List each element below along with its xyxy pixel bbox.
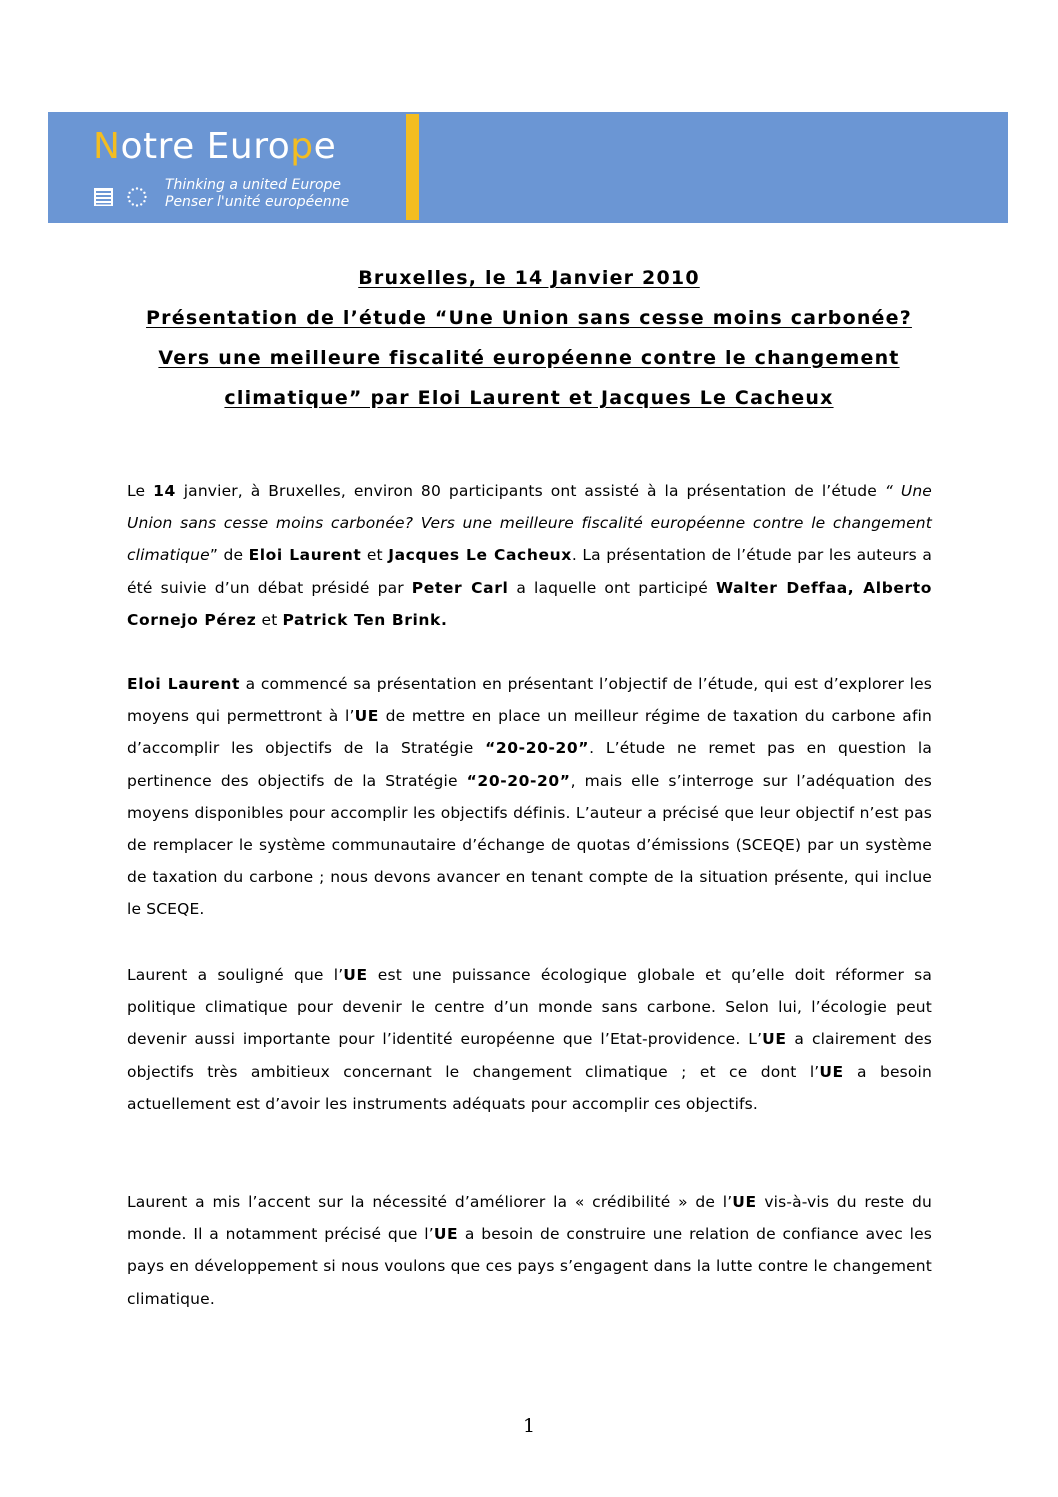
text: de mettre en place un meilleur régime de taxation du carbone afin d’accomplir les objectifs de la Stratégie <box>127 707 932 758</box>
title-line-3 <box>60 338 998 378</box>
text: et <box>256 610 283 629</box>
text: , mais elle s’interroge sur l’adéquation des moyens disponibles pour accomplir les objectifs définis. L’auteur a précisé que leur objectif n’est pas de remplacer le système communautaire d’échange de quotas d’émissions (SCEQE) par un système de taxation du carbone ; nous devons avancer en tenant compte de la situation présente, qui inclue le SCEQE. <box>127 771 932 919</box>
title-text-2: Présentation de l’étude “Une Union sans cesse moins carbonée? <box>146 307 912 329</box>
logo-tagline <box>165 177 349 211</box>
text: . L’étude ne remet pas en question la pertinence des objectifs de la Stratégie <box>127 739 932 790</box>
text: est une puissance écologique globale et qu’elle doit réformer sa politique climatique pour devenir le centre d’un monde sans carbone. Selon lui, l’écologie peut devenir aussi importante pour l’identité européenne que l’Etat-providence. L’ <box>127 966 932 1049</box>
bold-text: UE <box>819 1062 844 1081</box>
text: a besoin actuellement est d’avoir les instruments adéquats pour accomplir ces objectifs. <box>127 1062 932 1113</box>
text: Laurent a mis l’accent sur la nécessité d’améliorer la « crédibilité » de l’ <box>127 1193 733 1211</box>
bold-text: UE <box>354 707 379 726</box>
tagline-english: Thinking a united Europe <box>165 177 342 193</box>
logo-name-end: e <box>313 126 337 167</box>
title-line-2 <box>60 298 998 338</box>
text: ” de <box>209 546 249 565</box>
text: et <box>361 546 389 565</box>
paragraph-4 <box>127 1186 932 1315</box>
header-banner <box>48 112 1008 223</box>
text: . La présentation de l’étude par les auteurs a été suivie d’un débat présidé par <box>127 546 932 597</box>
logo-letter-p: p <box>290 126 314 167</box>
title-text-3: Vers une meilleure fiscalité européenne contre le changement <box>158 347 900 369</box>
logo-accent-bar <box>406 114 419 220</box>
bold-text: UE <box>762 1030 787 1049</box>
bold-text: UE <box>732 1193 757 1211</box>
bold-text: “20-20-20” <box>466 771 571 790</box>
document-title <box>60 258 998 418</box>
author-name: Jacques Le Cacheux <box>388 546 572 565</box>
author-name: Eloi Laurent <box>248 546 362 565</box>
participant-names: Walter Deffaa, Alberto Cornejo Pérez <box>127 578 933 629</box>
study-title-italic: “ Une Union sans cesse moins carbonée? Vers une meilleure fiscalité européenne contre le changement climatique <box>127 482 932 565</box>
participant-name: Patrick Ten Brink. <box>282 610 448 629</box>
paragraph-3 <box>127 959 932 1120</box>
bold-text: 14 <box>153 482 176 500</box>
tagline-french: Penser l'unité européenne <box>165 194 350 210</box>
text: a besoin de construire une relation de confiance avec les pays en développement si nous voulons que ces pays s’engagent dans la lutte contre le changement climatique. <box>127 1225 932 1308</box>
text: a commencé sa présentation en présentant l’objectif de l’étude, qui est d’explorer les moyens qui permettront à l’ <box>127 675 932 726</box>
text: Le <box>127 482 154 500</box>
title-date: Bruxelles, le 14 Janvier 2010 <box>358 267 700 289</box>
paragraph-2 <box>127 668 932 926</box>
title-line-4 <box>60 378 998 418</box>
document-icon <box>94 188 113 206</box>
text: vis-à-vis du reste du monde. Il a notamment précisé que l’ <box>127 1193 932 1244</box>
text: janvier, à Bruxelles, environ 80 participants ont assisté à la présentation de l’étude <box>175 482 885 500</box>
text: a clairement des objectifs très ambitieux concernant le changement climatique ; et ce dont l’ <box>127 1030 932 1081</box>
title-text-4: climatique” par Eloi Laurent et Jacques Le Cacheux <box>224 387 834 409</box>
chair-name: Peter Carl <box>411 578 509 597</box>
bold-text: UE <box>433 1225 459 1244</box>
eu-stars-icon <box>127 187 147 207</box>
text: a laquelle ont participé <box>508 578 716 597</box>
text: Laurent a souligné que l’ <box>127 966 344 984</box>
paragraph-1 <box>127 475 932 636</box>
title-line-1 <box>60 258 998 298</box>
bold-text: UE <box>343 966 368 984</box>
author-name: Eloi Laurent <box>127 675 240 693</box>
page-number: 1 <box>522 1415 536 1437</box>
logo-name-middle: otre Euro <box>120 126 291 167</box>
logo-name <box>93 126 336 167</box>
notre-europe-logo <box>84 112 384 220</box>
bold-text: “20-20-20” <box>485 739 590 758</box>
logo-letter-n: N <box>93 126 121 167</box>
